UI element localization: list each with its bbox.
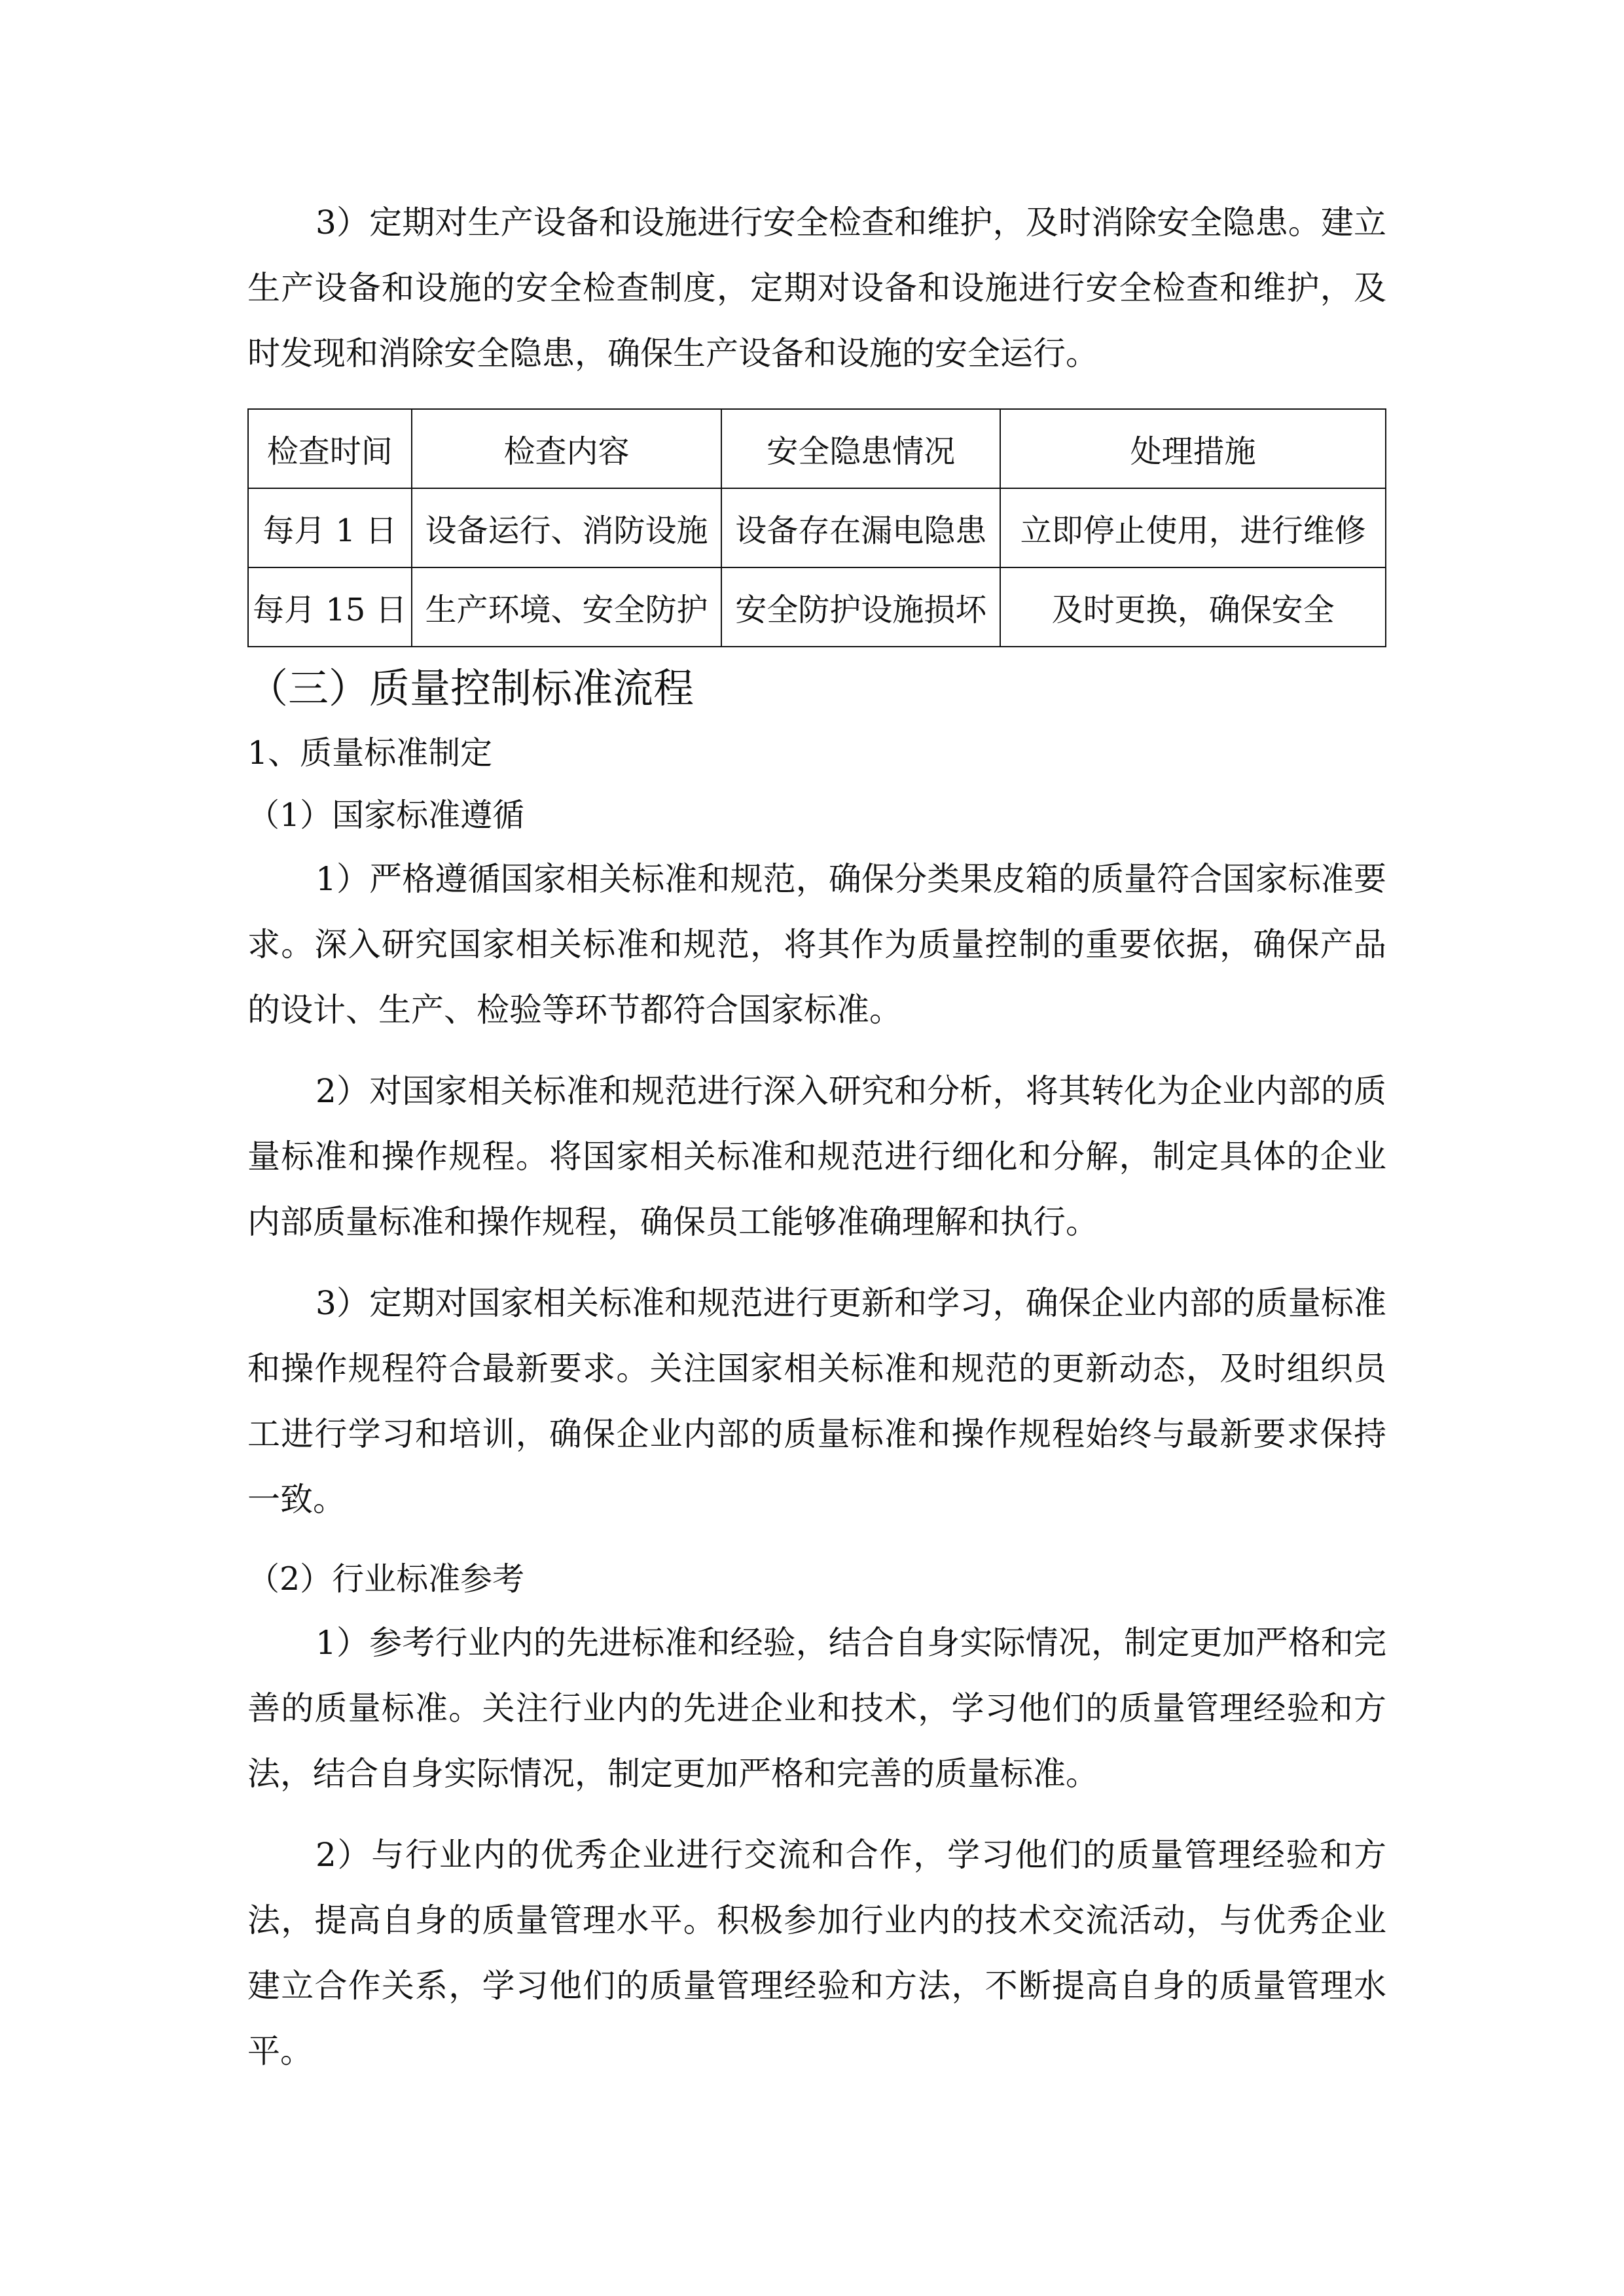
table-cell: 设备运行、消防设施 [412, 488, 722, 567]
paragraph-industry-1: 1）参考行业内的先进标准和经验，结合自身实际情况，制定更加严格和完善的质量标准。关注行业内的先进企业和技术，学习他们的质量管理经验和方法，结合自身实际情况，制定更加严格和完善的质量标准。 [247, 1624, 1386, 1793]
table-header-row [248, 409, 1386, 488]
table-header-cell: 检查时间 [248, 409, 412, 488]
table-row [248, 567, 1386, 647]
section-heading: （三）质量控制标准流程 [247, 664, 695, 712]
table-cell: 及时更换，确保安全 [1000, 567, 1386, 647]
table-cell: 生产环境、安全防护 [412, 567, 722, 647]
table-header-cell: 检查内容 [412, 409, 722, 488]
table-row [248, 488, 1386, 567]
table-cell: 安全防护设施损坏 [721, 567, 1000, 647]
table-cell: 立即停止使用，进行维修 [1000, 488, 1386, 567]
paragraph-equipment-inspection: 3）定期对生产设备和设施进行安全检查和维护，及时消除安全隐患。建立生产设备和设施的安全检查制度，定期对设备和设施进行安全检查和维护，及时发现和消除安全隐患，确保生产设备和设施的安全运行。 [247, 204, 1386, 372]
subsection-heading: 1、质量标准制定 [247, 734, 493, 772]
table-cell: 每月 15 日 [248, 567, 412, 647]
part-heading-national-standards: （1）国家标准遵循 [247, 797, 525, 834]
paragraph-industry-2: 2）与行业内的优秀企业进行交流和合作，学习他们的质量管理经验和方法，提高自身的质量管理水平。积极参加行业内的技术交流活动，与优秀企业建立合作关系，学习他们的质量管理经验和方法，不断提高自身的质量管理水平。 [247, 1836, 1386, 2070]
paragraph-national-3: 3）定期对国家相关标准和规范进行更新和学习，确保企业内部的质量标准和操作规程符合最新要求。关注国家相关标准和规范的更新动态，及时组织员工进行学习和培训，确保企业内部的质量标准和操作规程始终与最新要求保持一致。 [247, 1284, 1386, 1518]
paragraph-national-2: 2）对国家相关标准和规范进行深入研究和分析，将其转化为企业内部的质量标准和操作规程。将国家相关标准和规范进行细化和分解，制定具体的企业内部质量标准和操作规程，确保员工能够准确理解和执行。 [247, 1072, 1386, 1241]
table-cell: 设备存在漏电隐患 [721, 488, 1000, 567]
table-header-cell: 安全隐患情况 [721, 409, 1000, 488]
inspection-table [247, 408, 1386, 647]
paragraph-national-1: 1）严格遵循国家相关标准和规范，确保分类果皮箱的质量符合国家标准要求。深入研究国家相关标准和规范，将其作为质量控制的重要依据，确保产品的设计、生产、检验等环节都符合国家标准。 [247, 860, 1386, 1029]
table-header-cell: 处理措施 [1000, 409, 1386, 488]
table-cell: 每月 1 日 [248, 488, 412, 567]
page-content [247, 190, 1386, 2084]
part-heading-industry-standards: （2）行业标准参考 [247, 1560, 525, 1598]
